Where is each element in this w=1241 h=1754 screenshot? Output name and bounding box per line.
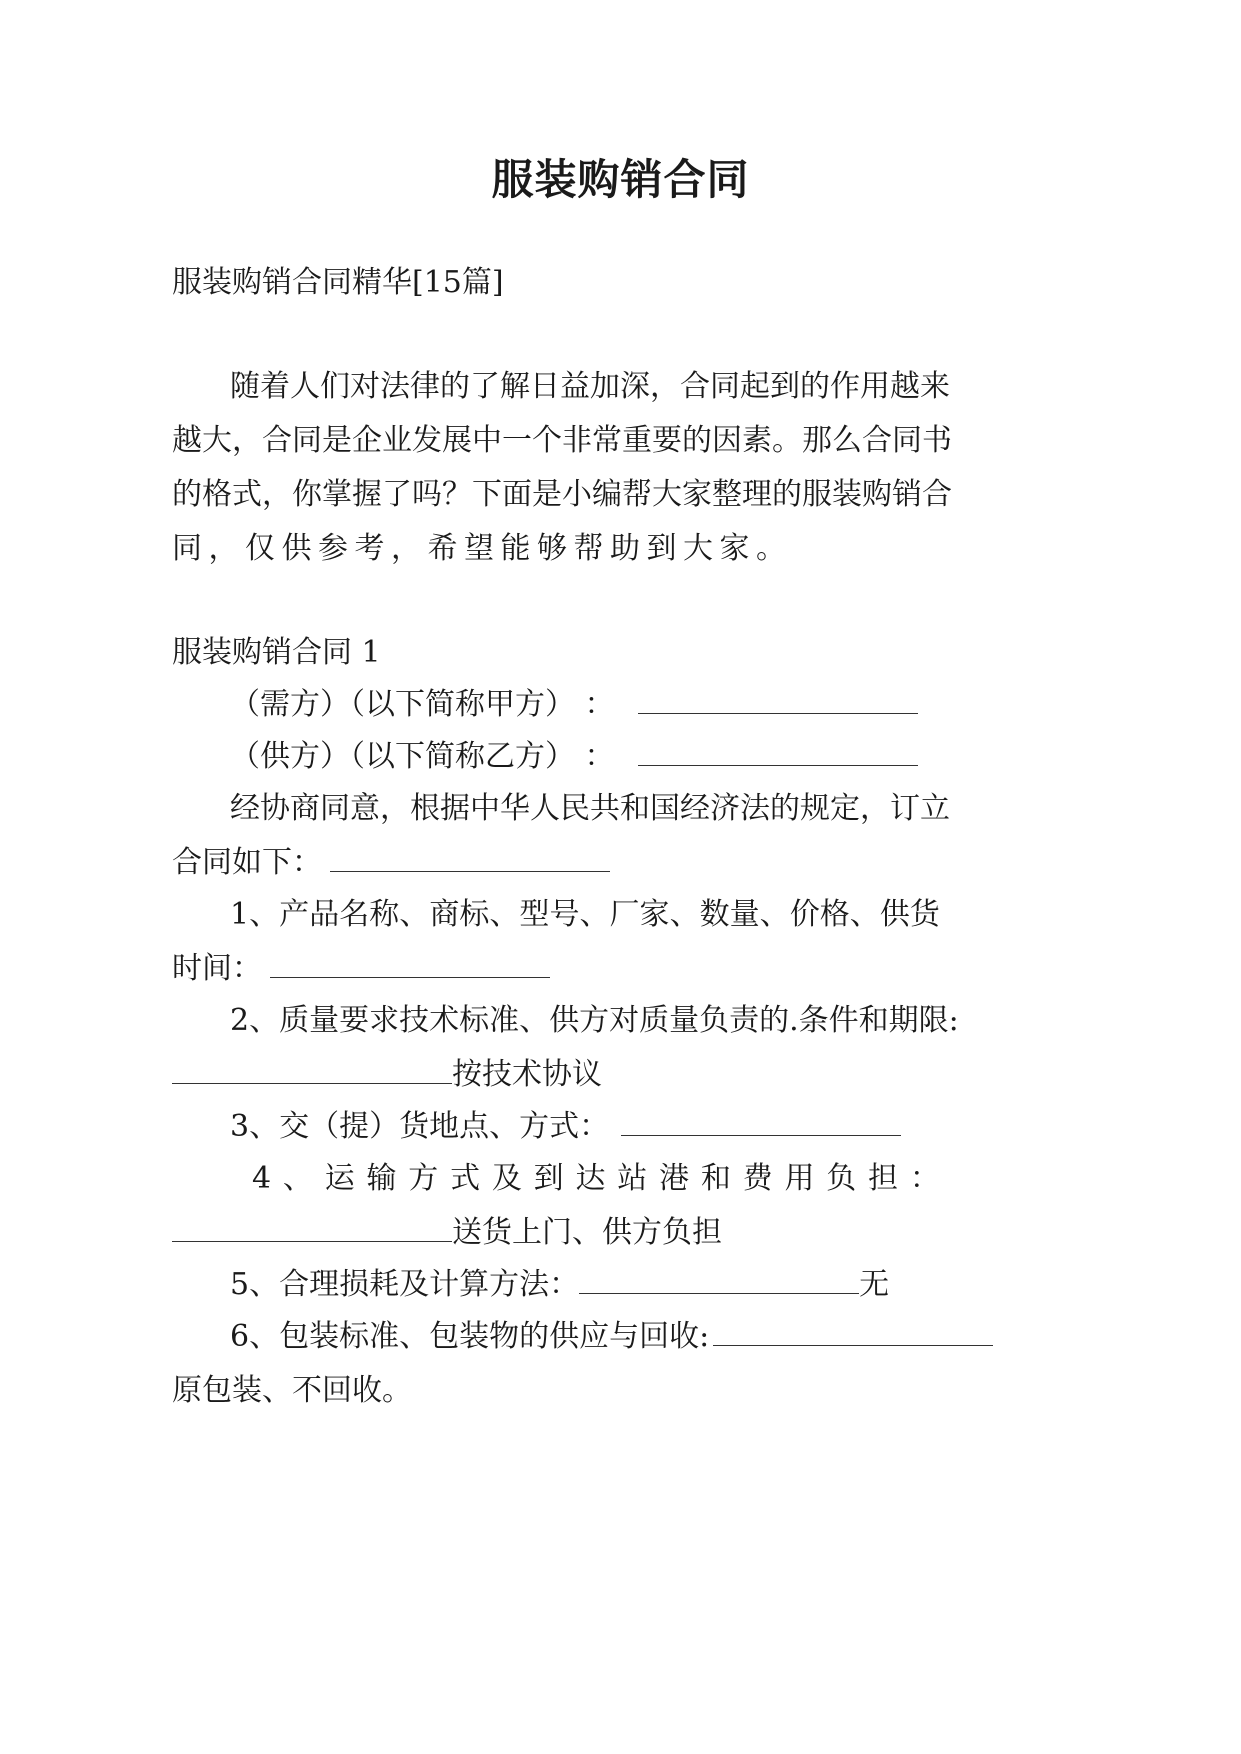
glyph: 随 [230, 369, 260, 404]
glyph: 名 [339, 897, 370, 932]
glyph: 大 [202, 423, 232, 458]
glyph: 越 [172, 423, 202, 458]
glyph: 的 [772, 477, 802, 512]
glyph: 家 [639, 897, 670, 932]
demand-party-row [230, 685, 918, 725]
glyph: 中 [472, 423, 502, 458]
glyph: 民 [560, 791, 590, 826]
clause-1-line [230, 895, 940, 935]
clause-1-line [172, 949, 550, 989]
glyph: 是 [532, 477, 562, 512]
glyph: 、 [759, 897, 790, 932]
glyph: 大 [652, 477, 682, 512]
glyph: 编 [592, 477, 622, 512]
clause-6-line [230, 1317, 993, 1357]
glyph: 书 [922, 423, 952, 458]
glyph: 、 [249, 897, 280, 932]
glyph: 加 [590, 369, 620, 404]
glyph: 、 [489, 897, 520, 932]
glyph: 来 [920, 369, 950, 404]
glyph: 服 [802, 477, 832, 512]
glyph: 货 [909, 897, 940, 932]
glyph: 厂 [609, 897, 640, 932]
clause-4-answer: 送货上门、供方负担 [452, 1215, 722, 1250]
glyph: 格 [819, 897, 850, 932]
glyph: 解 [500, 369, 530, 404]
glyph: 据 [440, 791, 470, 826]
glyph: 。 [772, 423, 802, 458]
agreement-line [230, 789, 950, 829]
glyph: 面 [502, 477, 532, 512]
glyph: 合 [862, 423, 892, 458]
glyph: 及 [491, 1161, 522, 1196]
glyph: ： [909, 1161, 940, 1196]
glyph: 日 [530, 369, 560, 404]
glyph: 吗 [412, 477, 442, 512]
glyph: 号 [549, 897, 580, 932]
intro-line: 同，仅供参考，希望能够帮助到大家。 [172, 531, 793, 566]
glyph: 法 [380, 369, 410, 404]
glyph: 达 [575, 1161, 606, 1196]
glyph: 立 [920, 791, 950, 826]
glyph: 那 [802, 423, 832, 458]
glyph: 非 [562, 423, 592, 458]
clause-1-blank [270, 953, 550, 978]
glyph: 意 [350, 791, 380, 826]
glyph: 经 [230, 791, 260, 826]
glyph: 同 [320, 791, 350, 826]
glyph: 起 [740, 369, 770, 404]
glyph: 律 [410, 369, 440, 404]
glyph: 么 [832, 423, 862, 458]
glyph: 小 [562, 477, 592, 512]
glyph: 合 [922, 477, 952, 512]
clause-3-line [230, 1107, 901, 1147]
glyph: 装 [832, 477, 862, 512]
glyph: 站 [617, 1161, 648, 1196]
clause-6-blank [713, 1321, 993, 1346]
glyph: 、 [849, 897, 880, 932]
glyph: 帮 [622, 477, 652, 512]
glyph: 根 [410, 791, 440, 826]
clause-3-blank [621, 1111, 901, 1136]
glyph: 对 [350, 369, 380, 404]
document-title: 服装购销合同 [491, 155, 750, 204]
glyph: 标 [459, 897, 490, 932]
glyph: 式 [232, 477, 262, 512]
supply-party-blank [638, 741, 918, 766]
demand-party-blank [638, 689, 918, 714]
glyph: 销 [892, 477, 922, 512]
glyph: 供 [879, 897, 910, 932]
glyph: ， [380, 791, 410, 826]
glyph: 掌 [322, 477, 352, 512]
intro-line [230, 367, 950, 407]
glyph: 订 [890, 791, 920, 826]
clause-5-line [230, 1265, 889, 1305]
glyph: 同 [292, 423, 322, 458]
glyph: 、 [669, 897, 700, 932]
glyph: 常 [592, 423, 622, 458]
clause-2-answer: 按技术协议 [452, 1057, 602, 1092]
glyph: 量 [729, 897, 760, 932]
glyph: 一 [502, 423, 532, 458]
clause-6-answer: 原包装、不回收。 [172, 1373, 412, 1408]
glyph: 商 [429, 897, 460, 932]
glyph: 着 [260, 369, 290, 404]
glyph: 的 [800, 369, 830, 404]
glyph: 和 [620, 791, 650, 826]
agreement-label: 合同如下： [172, 845, 322, 880]
glyph: 4 [252, 1161, 272, 1196]
glyph: 了 [470, 369, 500, 404]
glyph: 因 [712, 423, 742, 458]
glyph: 担 [868, 1161, 899, 1196]
glyph: 型 [519, 897, 550, 932]
glyph: 产 [279, 897, 310, 932]
glyph: 商 [290, 791, 320, 826]
glyph: 同 [710, 369, 740, 404]
glyph: ， [262, 477, 292, 512]
glyph: 益 [560, 369, 590, 404]
glyph: 济 [710, 791, 740, 826]
glyph: 和 [700, 1161, 731, 1196]
agreement-blank [330, 847, 610, 872]
clause-2-blank [172, 1059, 452, 1084]
glyph: 的 [770, 791, 800, 826]
glyph: 人 [530, 791, 560, 826]
intro-line [172, 475, 952, 515]
glyph: 业 [382, 423, 412, 458]
clause-5-answer: 无 [859, 1267, 890, 1302]
glyph: 经 [680, 791, 710, 826]
glyph: 的 [682, 423, 712, 458]
glyph: 1 [230, 897, 250, 932]
clause-2-line: 2、质量要求技术标准、供方对质量负责的.条件和期限: [230, 1003, 959, 1038]
intro-line [172, 421, 952, 461]
glyph: 是 [322, 423, 352, 458]
glyph: ， [860, 791, 890, 826]
clause-4-blank [172, 1217, 452, 1242]
glyph: 式 [450, 1161, 481, 1196]
supply-party-row [230, 737, 918, 777]
glyph: 到 [533, 1161, 564, 1196]
clause-6-label: 6、包装标准、包装物的供应与回收: [230, 1319, 710, 1354]
glyph: 定 [830, 791, 860, 826]
glyph: 家 [682, 477, 712, 512]
glyph: 要 [652, 423, 682, 458]
glyph: 法 [740, 791, 770, 826]
glyph: 理 [742, 477, 772, 512]
glyph: 的 [172, 477, 202, 512]
glyph: 、 [282, 1161, 313, 1196]
glyph: 格 [202, 477, 232, 512]
glyph: 规 [800, 791, 830, 826]
glyph: 下 [472, 477, 502, 512]
glyph: 华 [500, 791, 530, 826]
glyph: 方 [408, 1161, 439, 1196]
glyph: 中 [470, 791, 500, 826]
glyph: 重 [622, 423, 652, 458]
glyph: ？ [442, 477, 472, 512]
glyph: ， [232, 423, 262, 458]
glyph: 整 [712, 477, 742, 512]
glyph: 港 [659, 1161, 690, 1196]
glyph: 你 [292, 477, 322, 512]
glyph: 费 [742, 1161, 773, 1196]
glyph: 称 [369, 897, 400, 932]
glyph: 越 [890, 369, 920, 404]
glyph: 们 [320, 369, 350, 404]
glyph: 合 [262, 423, 292, 458]
glyph: 输 [366, 1161, 397, 1196]
glyph: 同 [892, 423, 922, 458]
glyph: 购 [862, 477, 892, 512]
glyph: 展 [442, 423, 472, 458]
glyph: ， [650, 369, 680, 404]
agreement-line [172, 843, 610, 883]
section-heading: 服装购销合同 1 [172, 635, 381, 670]
glyph: 、 [579, 897, 610, 932]
glyph: 深 [620, 369, 650, 404]
supply-party-label: （供方）（以下简称乙方） ： [230, 739, 615, 774]
document-subtitle: 服装购销合同精华[15篇] [172, 265, 504, 300]
clause-4-line [252, 1159, 940, 1199]
glyph: 用 [784, 1161, 815, 1196]
glyph: 发 [412, 423, 442, 458]
glyph: 国 [650, 791, 680, 826]
glyph: 到 [770, 369, 800, 404]
clause-4-line [172, 1213, 722, 1253]
glyph: 运 [324, 1161, 355, 1196]
glyph: 品 [309, 897, 340, 932]
glyph: 、 [399, 897, 430, 932]
demand-party-label: （需方）（以下简称甲方） ： [230, 687, 615, 722]
glyph: 的 [440, 369, 470, 404]
glyph: 个 [532, 423, 562, 458]
glyph: 合 [680, 369, 710, 404]
clause-2-line [172, 1055, 602, 1095]
clause-1-label: 时间： [172, 951, 262, 986]
glyph: 协 [260, 791, 290, 826]
glyph: 共 [590, 791, 620, 826]
glyph: 数 [699, 897, 730, 932]
glyph: 人 [290, 369, 320, 404]
glyph: 企 [352, 423, 382, 458]
clause-5-blank [579, 1269, 859, 1294]
clause-3-label: 3、交（提）货地点、方式： [230, 1109, 610, 1144]
glyph: 作 [830, 369, 860, 404]
glyph: 用 [860, 369, 890, 404]
clause-5-label: 5、合理损耗及计算方法： [230, 1267, 580, 1302]
glyph: 握 [352, 477, 382, 512]
glyph: 素 [742, 423, 772, 458]
glyph: 负 [826, 1161, 857, 1196]
glyph: 价 [789, 897, 820, 932]
glyph: 了 [382, 477, 412, 512]
